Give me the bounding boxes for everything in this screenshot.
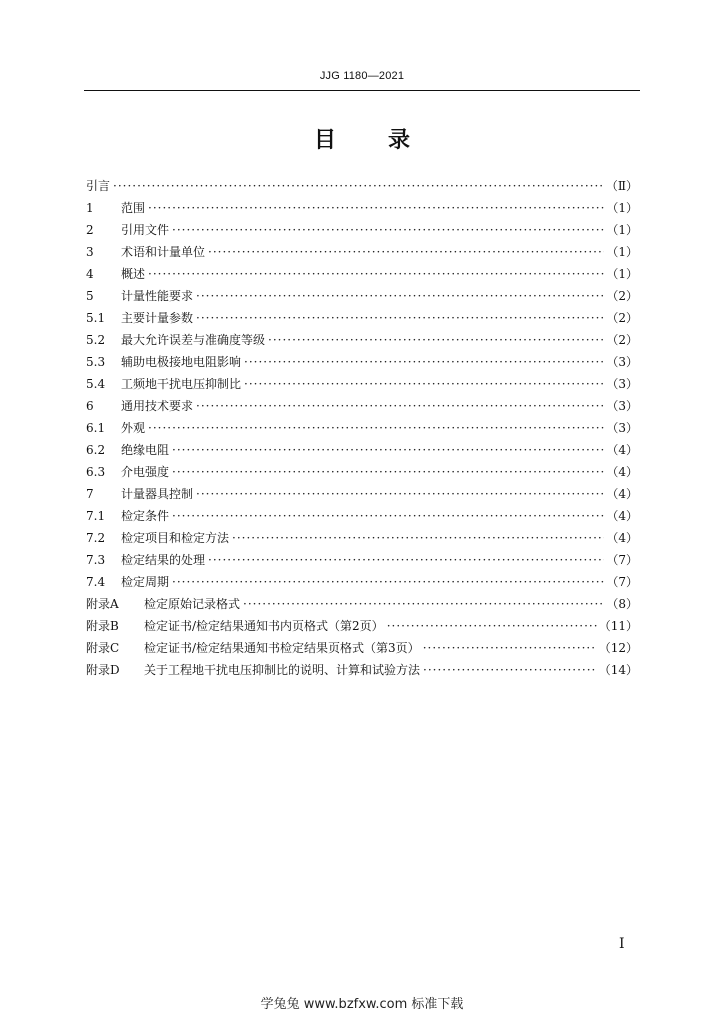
toc-entry[interactable] [86,351,638,373]
toc-entry-page: （2） [606,333,638,347]
toc-entry-number: 5.3 [86,355,106,369]
toc-entry-page: （3） [606,421,638,435]
toc-entry-number: 3 [86,245,94,259]
toc-entry-number: 5.4 [86,377,106,391]
toc-entry[interactable] [86,527,638,549]
toc-entry-title: 介电强度 [121,465,170,479]
toc-entry-number: 4 [86,267,94,281]
toc-entry-number: 7 [86,487,94,501]
toc-entry-title: 最大允许误差与准确度等级 [121,333,266,347]
toc-entry-title: 引用文件 [121,223,170,237]
toc-entry[interactable] [86,417,638,439]
toc-leader-dots [244,373,604,395]
toc-entry-title: 外观 [121,421,146,435]
toc-entry-page: （4） [606,443,638,457]
toc-entry[interactable] [86,263,638,285]
toc-leader-dots [268,329,604,351]
toc-entry[interactable] [86,373,638,395]
toc-entry-number: 附录B [86,619,119,633]
toc-entry-page: （Ⅱ） [605,179,638,193]
toc-entry[interactable] [86,505,638,527]
toc-entry-number: 5 [86,289,94,303]
toc-entry[interactable] [86,197,638,219]
toc-entry-number: 6 [86,399,94,413]
toc-entry-title: 关于工程地干扰电压抑制比的说明、计算和试验方法 [144,663,421,677]
toc-entry-number: 7.1 [86,509,106,523]
toc-entry[interactable] [86,307,638,329]
toc-entry-page: （3） [606,377,638,391]
toc-entry-page: （1） [606,223,638,237]
toc-entry[interactable] [86,439,638,461]
toc-leader-dots [423,659,597,681]
toc-entry-title: 引言 [86,179,111,193]
toc-entry-title: 检定原始记录格式 [144,597,241,611]
toc-entry[interactable] [86,285,638,307]
toc-leader-dots [423,637,597,659]
toc-entry-number: 7.4 [86,575,106,589]
toc-entry-title: 概述 [121,267,146,281]
toc-leader-dots [196,285,604,307]
toc-leader-dots [172,505,604,527]
toc-leader-dots [172,461,604,483]
toc-leader-dots [148,417,604,439]
toc-entry-page: （11） [598,619,638,633]
toc-leader-dots [172,219,604,241]
page-title [0,123,724,154]
toc-leader-dots [232,527,604,549]
toc-entry[interactable] [86,549,638,571]
title-part-1: 目 [313,128,336,153]
toc-entry-page: （4） [606,509,638,523]
toc-leader-dots [148,197,604,219]
toc-entry-title: 辅助电极接地电阻影响 [121,355,242,369]
toc-entry[interactable] [86,637,638,659]
toc-entry-number: 1 [86,201,94,215]
toc-entry[interactable] [86,241,638,263]
toc-entry-title: 计量器具控制 [121,487,194,501]
toc-entry-title: 检定证书/检定结果通知书内页格式（第2页） [144,619,384,633]
toc-entry-page: （1） [606,201,638,215]
toc-entry-title: 检定条件 [121,509,170,523]
toc-leader-dots [387,615,597,637]
toc-entry[interactable] [86,615,638,637]
toc-leader-dots [208,241,604,263]
toc-entry[interactable] [86,483,638,505]
title-part-2: 录 [388,128,411,153]
toc-entry-title: 检定证书/检定结果通知书检定结果页格式（第3页） [144,641,420,655]
header-rule [84,90,640,91]
toc-entry-title: 范围 [121,201,146,215]
toc-entry-title: 工频地干扰电压抑制比 [121,377,242,391]
toc-entry-page: （1） [606,267,638,281]
table-of-contents [86,175,638,681]
toc-entry[interactable] [86,395,638,417]
toc-entry-page: （14） [598,663,638,677]
toc-leader-dots [208,549,604,571]
toc-leader-dots [243,593,604,615]
toc-entry-number: 6.3 [86,465,106,479]
toc-entry[interactable] [86,329,638,351]
toc-entry-title: 检定周期 [121,575,170,589]
toc-entry-title: 通用技术要求 [121,399,194,413]
toc-entry-page: （2） [606,289,638,303]
toc-entry-page: （7） [606,575,638,589]
toc-entry-number: 7.3 [86,553,106,567]
toc-entry-page: （3） [606,355,638,369]
toc-entry-page: （4） [606,465,638,479]
toc-leader-dots [148,263,604,285]
toc-leader-dots [196,395,604,417]
toc-entry-number: 附录D [86,663,120,677]
toc-entry-title: 主要计量参数 [121,311,194,325]
site-watermark: 学兔兔 www.bzfxw.com 标准下载 [260,997,464,1012]
toc-entry[interactable] [86,659,638,681]
toc-entry-page: （4） [606,487,638,501]
toc-entry[interactable] [86,593,638,615]
toc-entry-title: 术语和计量单位 [121,245,206,259]
toc-entry-number: 附录C [86,641,120,655]
toc-leader-dots [244,351,604,373]
toc-entry-page: （1） [606,245,638,259]
toc-leader-dots [113,175,604,197]
toc-entry-title: 检定结果的处理 [121,553,206,567]
toc-entry-number: 5.2 [86,333,106,347]
toc-entry[interactable] [86,219,638,241]
toc-entry-number: 6.2 [86,443,106,457]
toc-entry-page: （3） [606,399,638,413]
toc-entry-title: 检定项目和检定方法 [121,531,230,545]
toc-entry-number: 6.1 [86,421,106,435]
toc-entry-number: 附录A [86,597,119,611]
toc-entry-number: 5.1 [86,311,106,325]
toc-entry-page: （12） [598,641,638,655]
toc-entry-title: 计量性能要求 [121,289,194,303]
toc-entry-number: 7.2 [86,531,106,545]
toc-entry-page: （4） [606,531,638,545]
toc-entry-page: （8） [606,597,638,611]
page-number: Ⅰ [619,936,625,952]
toc-entry-number: 2 [86,223,94,237]
toc-entry[interactable] [86,461,638,483]
toc-leader-dots [196,483,604,505]
toc-entry-page: （7） [606,553,638,567]
standard-code: JJG 1180—2021 [319,70,405,82]
toc-entry-title: 绝缘电阻 [121,443,170,457]
toc-leader-dots [172,439,604,461]
toc-leader-dots [172,571,604,593]
toc-entry[interactable] [86,571,638,593]
toc-entry-page: （2） [606,311,638,325]
toc-leader-dots [196,307,604,329]
toc-entry[interactable] [86,175,638,197]
